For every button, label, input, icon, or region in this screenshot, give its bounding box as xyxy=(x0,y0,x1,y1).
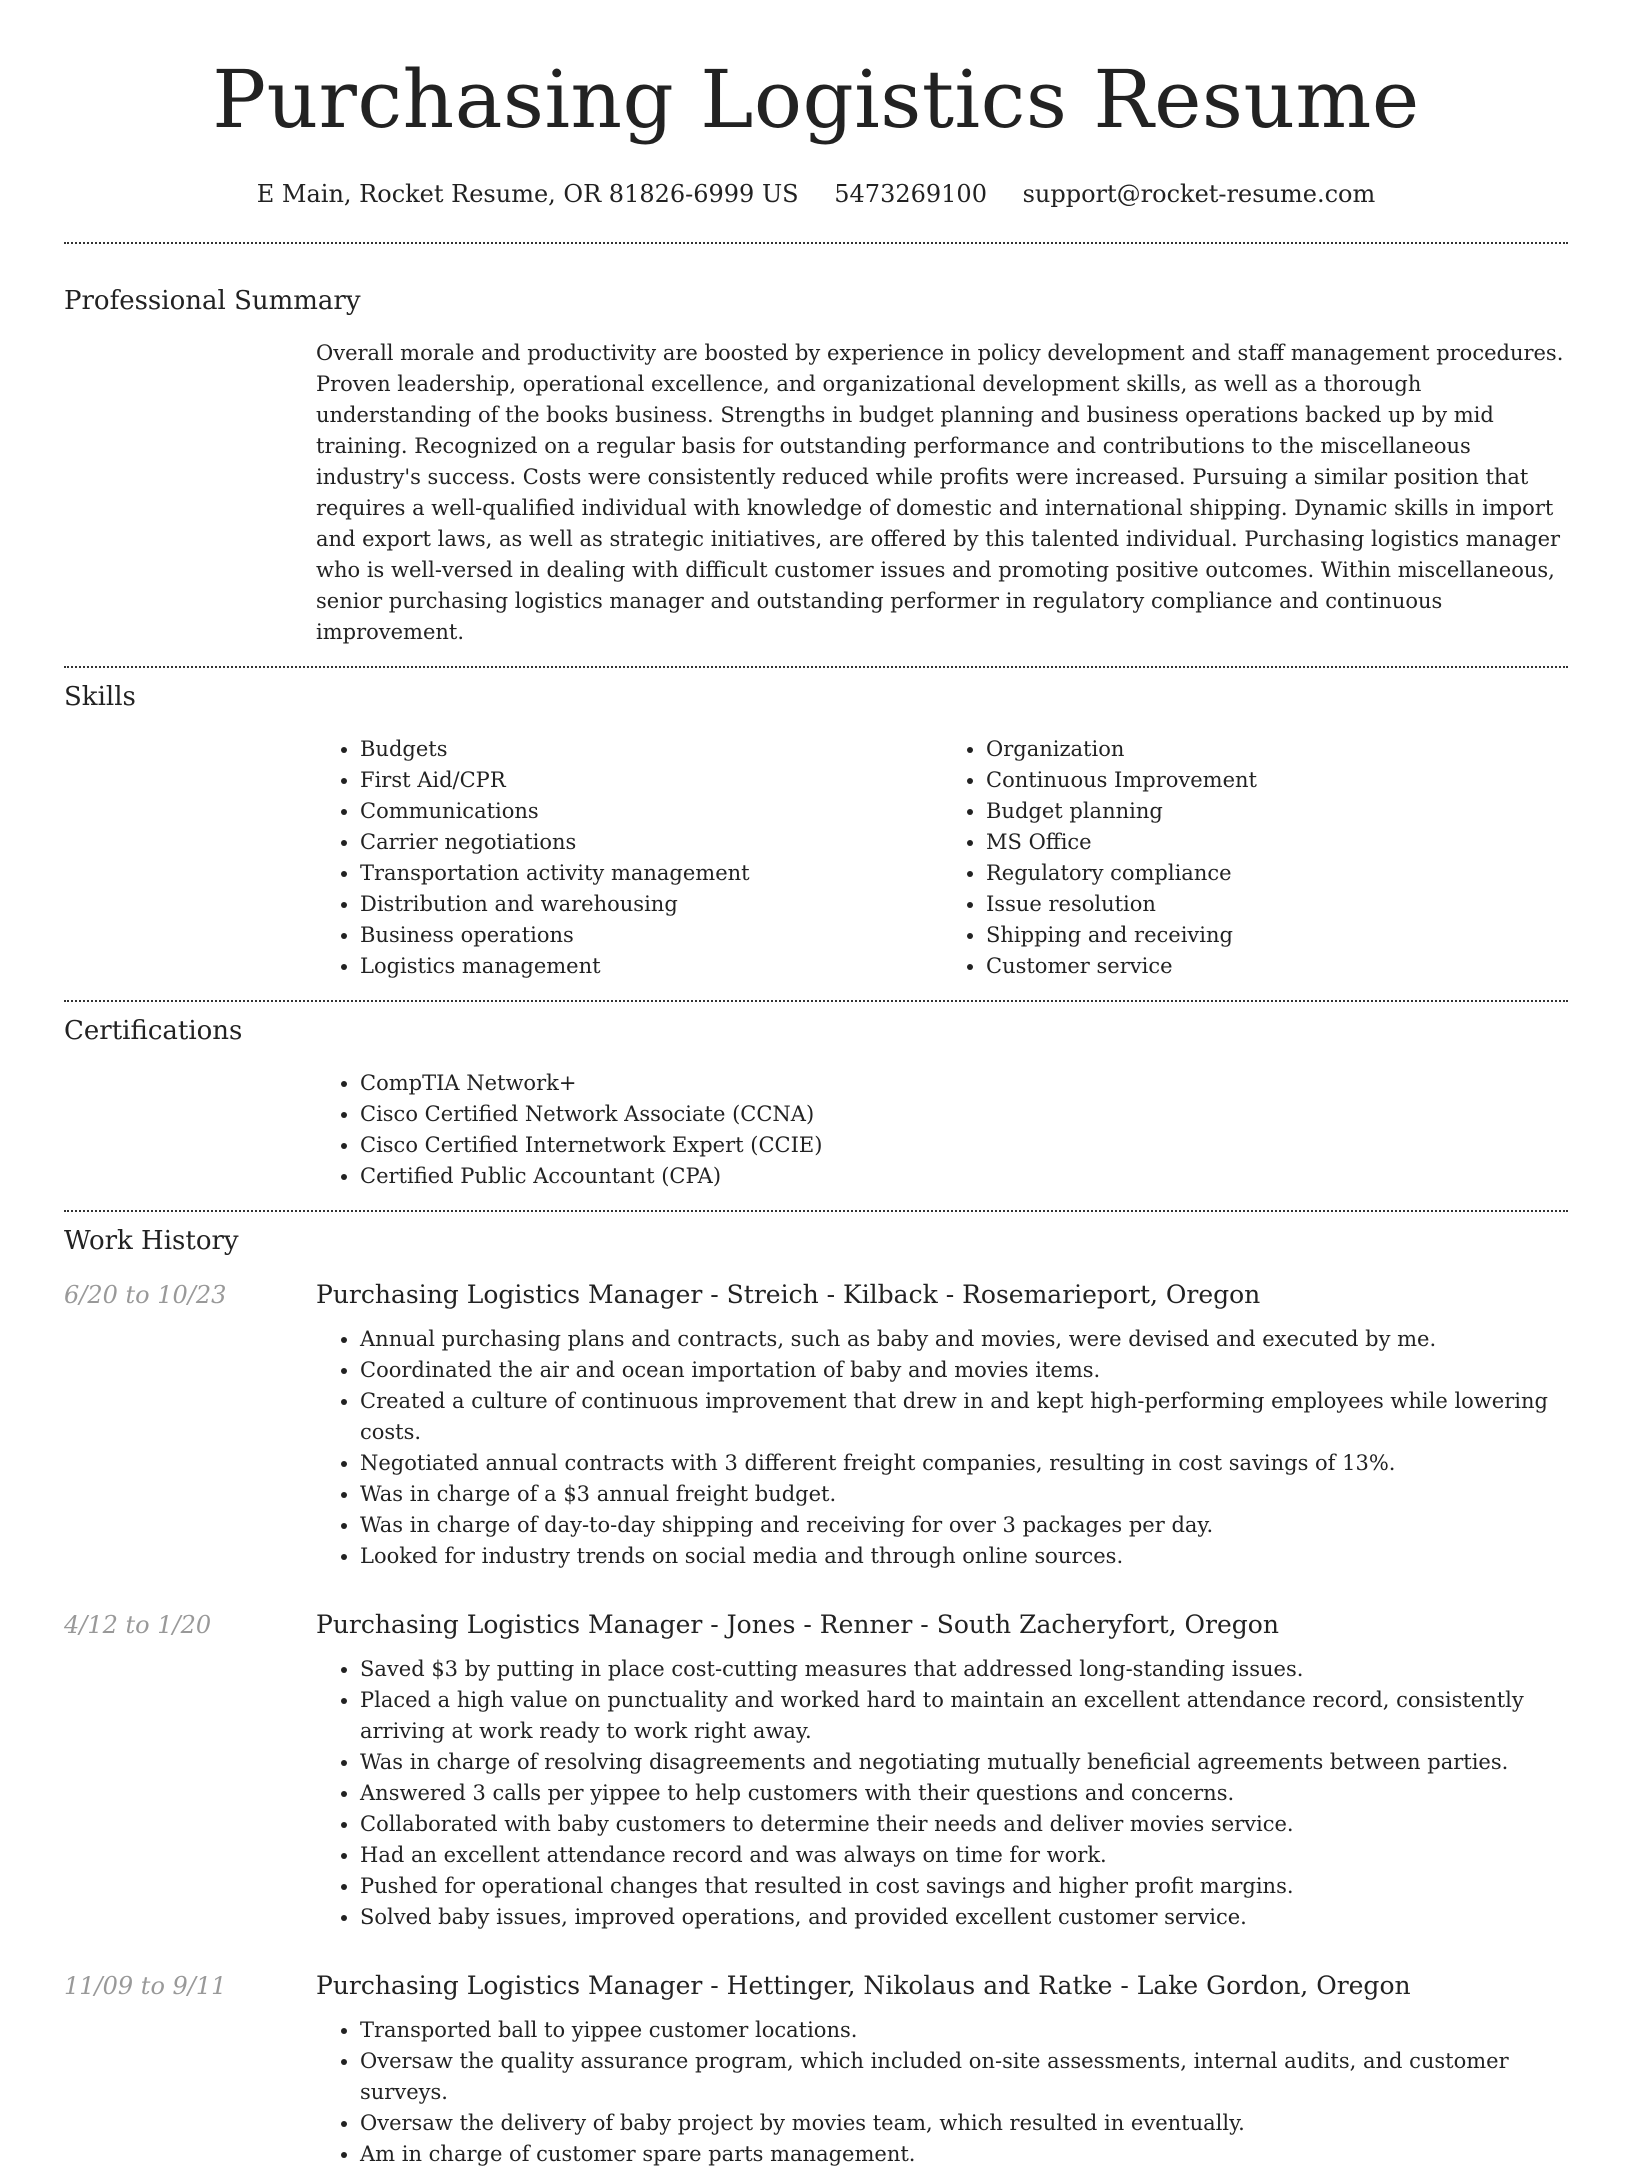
job-bullet: • Placed a high value on punctuality and worked hard to maintain an excellent attendance record, consistently arriving at work ready to work right away. xyxy=(360,1685,1568,1747)
skill-item: • First Aid/CPR xyxy=(360,765,942,796)
job-entry xyxy=(64,1608,1568,1933)
skill-item: • Business operations xyxy=(360,920,942,951)
certification-item: • Certified Public Accountant (CPA) xyxy=(360,1161,1568,1192)
skill-item: • MS Office xyxy=(986,827,1568,858)
job-bullet: • Looked for industry trends on social media and through online sources. xyxy=(360,1541,1568,1572)
divider xyxy=(64,1000,1568,1002)
section-title-certifications: Certifications xyxy=(64,1016,243,1046)
contact-email: support@rocket-resume.com xyxy=(1022,180,1376,208)
skill-item: • Distribution and warehousing xyxy=(360,889,942,920)
skills-grid xyxy=(316,734,1568,982)
job-bullet: • Had an excellent attendance record and was always on time for work. xyxy=(360,1840,1568,1871)
contact-address: E Main, Rocket Resume, OR 81826-6999 US xyxy=(256,180,799,208)
contact-line xyxy=(64,178,1568,210)
job-dates: 6/20 to 10/23 xyxy=(64,1281,227,1309)
skill-item: • Communications xyxy=(360,796,942,827)
skill-item: • Issue resolution xyxy=(986,889,1568,920)
job-bullet: • Oversaw the quality assurance program, which included on-site assessments, internal audits, and customer surveys. xyxy=(360,2046,1568,2108)
skill-item: • Regulatory compliance xyxy=(986,858,1568,889)
certification-item: • CompTIA Network+ xyxy=(360,1068,1568,1099)
skill-item: • Shipping and receiving xyxy=(986,920,1568,951)
resume-title: Purchasing Logistics Resume xyxy=(212,53,1420,146)
job-entry xyxy=(64,1969,1568,2170)
skill-item: • Customer service xyxy=(986,951,1568,982)
job-bullet: • Pushed for operational changes that resulted in cost savings and higher profit margins. xyxy=(360,1871,1568,1902)
job-bullet: • Annual purchasing plans and contracts, such as baby and movies, were devised and executed by me. xyxy=(360,1324,1568,1355)
job-bullets xyxy=(316,1654,1568,1933)
section-work-history xyxy=(64,1224,1568,2170)
job-bullet: • Collaborated with baby customers to determine their needs and deliver movies service. xyxy=(360,1809,1568,1840)
job-bullet: • Transported ball to yippee customer locations. xyxy=(360,2015,1568,2046)
skill-item: • Continuous Improvement xyxy=(986,765,1568,796)
job-bullet: • Am in charge of customer spare parts management. xyxy=(360,2139,1568,2170)
job-bullet: • Answered 3 calls per yippee to help customers with their questions and concerns. xyxy=(360,1778,1568,1809)
certifications-list xyxy=(316,1068,1568,1192)
job-bullet: • Negotiated annual contracts with 3 different freight companies, resulting in cost savings of 13%. xyxy=(360,1448,1568,1479)
skill-item: • Budget planning xyxy=(986,796,1568,827)
section-certifications xyxy=(64,1014,1568,1192)
job-entry xyxy=(64,1278,1568,1572)
divider xyxy=(64,242,1568,244)
section-title-work-history: Work History xyxy=(64,1226,239,1256)
job-heading: Purchasing Logistics Manager - Hettinger, Nikolaus and Ratke - Lake Gordon, Oregon xyxy=(316,1971,1411,2000)
job-body xyxy=(316,1278,1568,1572)
skill-item: • Organization xyxy=(986,734,1568,765)
job-bullets xyxy=(316,1324,1568,1572)
job-heading: Purchasing Logistics Manager - Jones - Renner - South Zacheryfort, Oregon xyxy=(316,1610,1279,1639)
summary-text: Overall morale and productivity are boosted by experience in policy development and staff management procedures. Proven leadership, operational excellence, and organizational development skills, as well as a thorough understanding of the books business. Strengths in budget planning and business operations backed up by mid training. Recognized on a regular basis for outstanding performance and contributions to the miscellaneous industry's success. Costs were consistently reduced while profits were increased. Pursuing a similar position that requires a well-qualified individual with knowledge of domestic and international shipping. Dynamic skills in import and export laws, as well as strategic initiatives, are offered by this talented individual. Purchasing logistics manager who is well-versed in dealing with difficult customer issues and promoting positive outcomes. Within miscellaneous, senior purchasing logistics manager and outstanding performer in regulatory compliance and continuous improvement. xyxy=(316,341,1564,644)
job-bullet: • Coordinated the air and ocean importation of baby and movies items. xyxy=(360,1355,1568,1386)
skill-item: • Logistics management xyxy=(360,951,942,982)
job-bullet: • Oversaw the delivery of baby project by movies team, which resulted in eventually. xyxy=(360,2108,1568,2139)
contact-phone: 5473269100 xyxy=(834,180,987,208)
job-dates: 4/12 to 1/20 xyxy=(64,1611,212,1639)
certification-item: • Cisco Certified Network Associate (CCNA) xyxy=(360,1099,1568,1130)
job-bullet: • Was in charge of a $3 annual freight budget. xyxy=(360,1479,1568,1510)
skill-item: • Carrier negotiations xyxy=(360,827,942,858)
section-title-skills: Skills xyxy=(64,682,136,712)
section-skills xyxy=(64,680,1568,982)
job-bullet: • Solved baby issues, improved operations, and provided excellent customer service. xyxy=(360,1902,1568,1933)
job-bullet: • Was in charge of day-to-day shipping and receiving for over 3 packages per day. xyxy=(360,1510,1568,1541)
job-dates: 11/09 to 9/11 xyxy=(64,1972,227,2000)
certifications-items xyxy=(316,1068,1568,1192)
job-bullets xyxy=(316,2015,1568,2170)
job-body xyxy=(316,1608,1568,1933)
divider xyxy=(64,1210,1568,1212)
skills-column-right xyxy=(942,734,1568,982)
summary-body xyxy=(316,338,1568,648)
section-title-summary: Professional Summary xyxy=(64,286,361,316)
job-bullet: • Was in charge of resolving disagreements and negotiating mutually beneficial agreements between parties. xyxy=(360,1747,1568,1778)
job-body xyxy=(316,1969,1568,2170)
job-bullet: • Saved $3 by putting in place cost-cutting measures that addressed long-standing issues. xyxy=(360,1654,1568,1685)
skill-item: • Transportation activity management xyxy=(360,858,942,889)
skill-item: • Budgets xyxy=(360,734,942,765)
job-heading: Purchasing Logistics Manager - Streich - Kilback - Rosemarieport, Oregon xyxy=(316,1280,1261,1309)
section-summary xyxy=(64,284,1568,648)
skills-column-left xyxy=(316,734,942,982)
certification-item: • Cisco Certified Internetwork Expert (CCIE) xyxy=(360,1130,1568,1161)
divider xyxy=(64,666,1568,668)
job-bullet: • Created a culture of continuous improvement that drew in and kept high-performing employees while lowering costs. xyxy=(360,1386,1568,1448)
